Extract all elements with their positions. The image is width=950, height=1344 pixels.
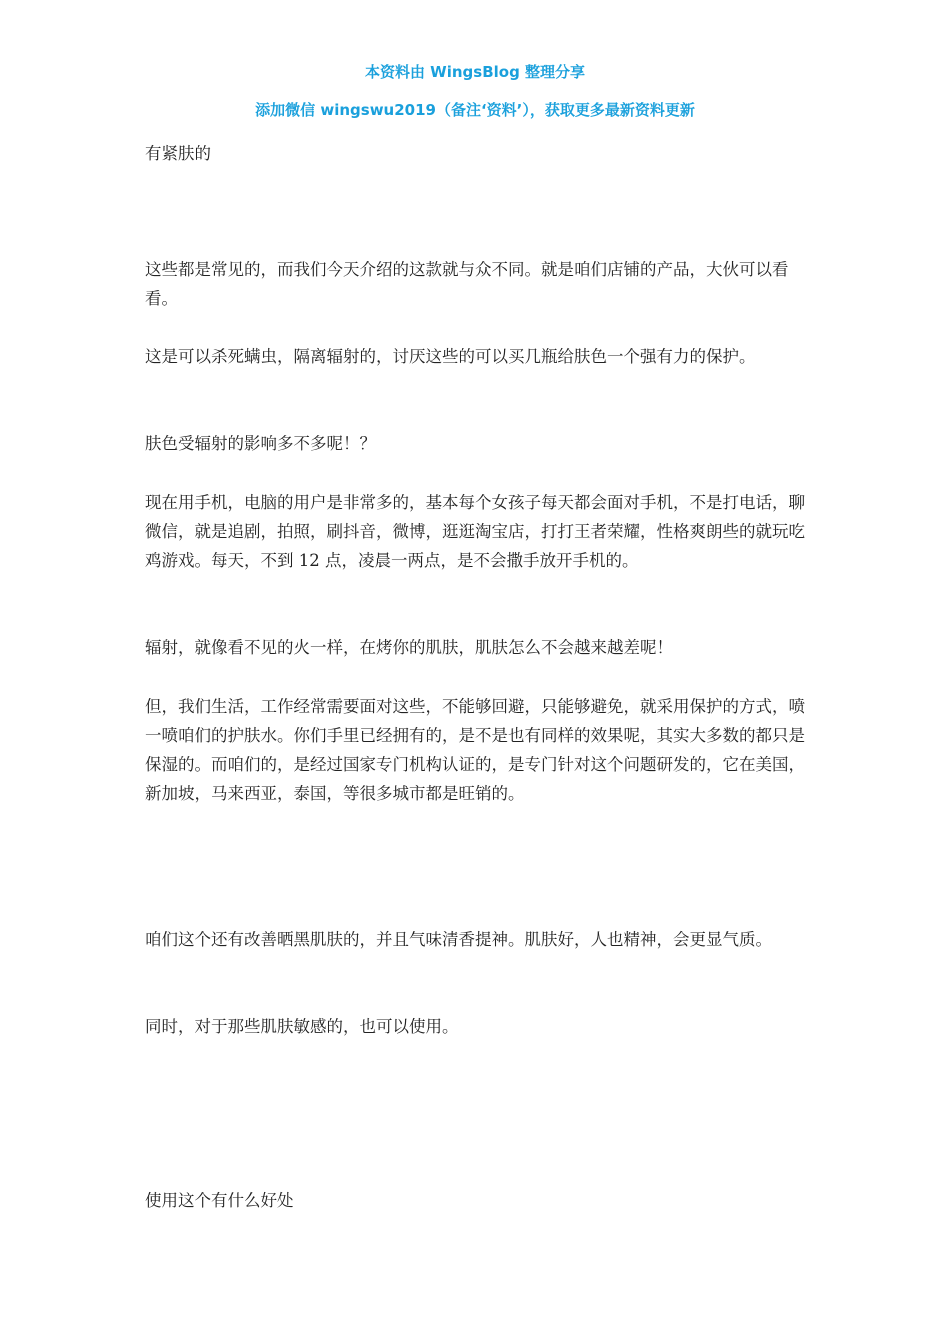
paragraph-6: 辐射，就像看不见的火一样，在烤你的肌肤，肌肤怎么不会越来越差呢！ <box>145 638 673 657</box>
header-wechat-notice: 添加微信 wingswu2019（备注‘资料’），获取更多最新资料更新 <box>255 101 695 119</box>
paragraph-7: 但，我们生活，工作经常需要面对这些，不能够回避，只能够避免，就采用保护的方式，喷一喷咱们的护肤水。你们手里已经拥有的，是不是也有同样的效果呢，其实大多数的都只是保湿的。而咱们的，是经过国家专门机构认证的，是专门针对这个问题研发的，它在美国，新加坡，马来西亚，泰国，等很多城市都是旺销的。 <box>145 697 805 803</box>
header-share-notice: 本资料由 WingsBlog 整理分享 <box>364 63 586 81</box>
paragraph-5: 现在用手机，电脑的用户是非常多的，基本每个女孩子每天都会面对手机，不是打电话，聊微信，就是追剧，拍照，刷抖音，微博，逛逛淘宝店，打打王者荣耀，性格爽朗些的就玩吃鸡游戏。每天，不到 12 点，凌晨一两点，是不会撒手放开手机的。 <box>145 493 805 570</box>
paragraph-10: 使用这个有什么好处 <box>145 1191 294 1210</box>
paragraph-3: 这是可以杀死螨虫，隔离辐射的，讨厌这些的可以买几瓶给肤色一个强有力的保护。 <box>145 347 756 366</box>
paragraph-2: 这些都是常见的，而我们今天介绍的这款就与众不同。就是咱们店铺的产品，大伙可以看看。 <box>145 260 789 308</box>
paragraph-8: 咱们这个还有改善晒黑肌肤的，并且气味清香提神。肌肤好，人也精神，会更显气质。 <box>145 930 772 949</box>
paragraph-9: 同时，对于那些肌肤敏感的，也可以使用。 <box>145 1017 459 1036</box>
paragraph-4: 肤色受辐射的影响多不多呢！？ <box>145 434 376 453</box>
paragraph-1: 有紧肤的 <box>145 144 211 163</box>
